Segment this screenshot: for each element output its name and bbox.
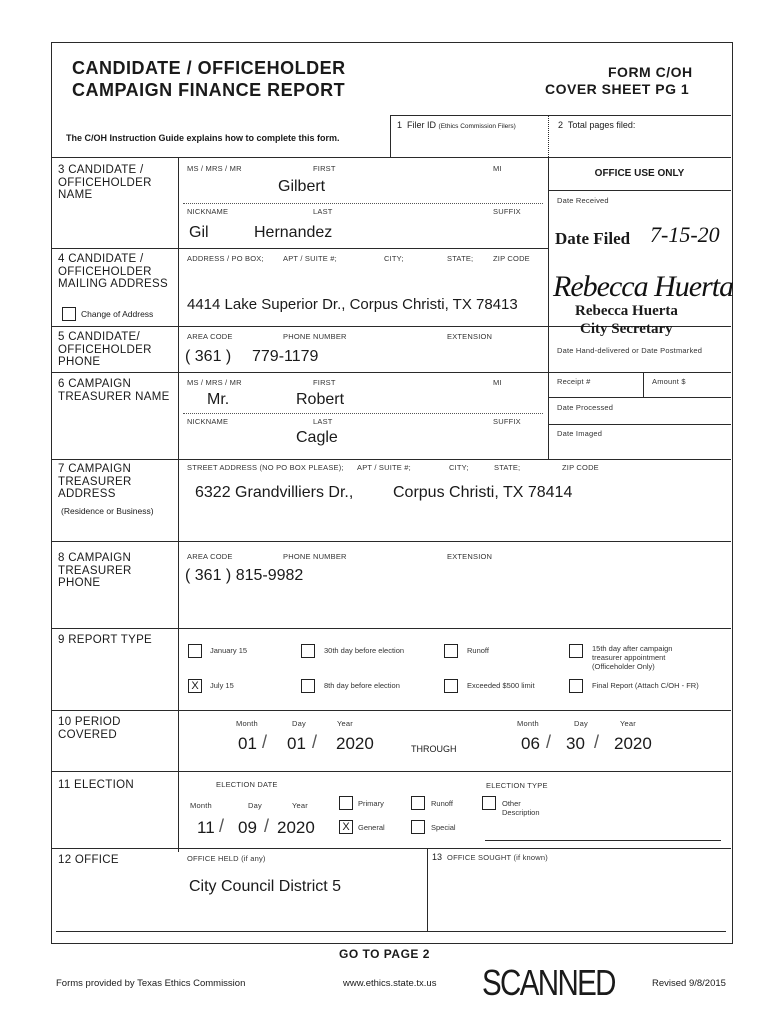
through-label: THROUGH	[411, 744, 457, 754]
period-to-month[interactable]: 06	[521, 734, 540, 753]
general-label: General	[358, 823, 385, 832]
stamp-name: Rebecca Huerta	[575, 303, 678, 319]
sec7-label: 7 CAMPAIGN TREASURER ADDRESS	[58, 463, 132, 500]
sec5-label: 5 CANDIDATE/ OFFICEHOLDER PHONE	[58, 331, 152, 368]
date-separator: /	[312, 732, 318, 752]
sec9-label: 9 REPORT TYPE	[58, 634, 153, 646]
day8-checkbox[interactable]	[301, 679, 315, 693]
change-of-address-label: Change of Address	[81, 309, 154, 319]
label-election-date: ELECTION DATE	[216, 780, 278, 789]
sec11-label: 11 ELECTION	[58, 779, 134, 791]
exceeded-label: Exceeded $500 limit	[467, 681, 535, 690]
treasurer-street[interactable]: 6322 Grandvilliers Dr.,	[195, 484, 354, 501]
label-date-hand-delivered: Date Hand-delivered or Date Postmarked	[557, 346, 703, 355]
candidate-nickname[interactable]: Gil	[189, 224, 209, 241]
label-zip: ZIP CODE	[562, 463, 599, 472]
period-from-year[interactable]: 2020	[336, 734, 374, 753]
candidate-first-name[interactable]: Gilbert	[278, 178, 326, 195]
label-day: Day	[248, 801, 262, 810]
stamp-title: City Secretary	[580, 321, 673, 337]
instruction-text: The C/OH Instruction Guide explains how to complete this form.	[66, 133, 340, 143]
sec4-label: 4 CANDIDATE / OFFICEHOLDER MAILING ADDRESS	[58, 253, 168, 290]
sec8-label: 8 CAMPAIGN TREASURER PHONE	[58, 552, 132, 589]
sec7-sub: (Residence or Business)	[61, 506, 154, 516]
office-held[interactable]: City Council District 5	[189, 878, 342, 895]
date-separator: /	[264, 816, 270, 836]
day8-label: 8th day before election	[324, 681, 400, 690]
day30-checkbox[interactable]	[301, 644, 315, 658]
final-report-label: Final Report (Attach C/OH - FR)	[592, 681, 699, 690]
label-nickname: NICKNAME	[187, 207, 229, 216]
sec12-label: 12 OFFICE	[58, 854, 119, 866]
footer-provided: Forms provided by Texas Ethics Commission	[56, 978, 246, 989]
stamp-date-handwritten: 7-15-20	[650, 222, 720, 247]
label-date-imaged: Date Imaged	[557, 429, 603, 438]
label-date-processed: Date Processed	[557, 403, 614, 412]
label-election-type: ELECTION TYPE	[486, 781, 548, 790]
label-extension: EXTENSION	[447, 552, 493, 561]
label-first: FIRST	[313, 378, 336, 387]
label-street: STREET ADDRESS (NO PO BOX PLEASE);	[187, 463, 344, 472]
label-mi: MI	[493, 378, 502, 387]
scanned-stamp: SCANNED	[482, 962, 615, 1003]
runoff-election-label: Runoff	[431, 799, 453, 808]
form-title-line2: CAMPAIGN FINANCE REPORT	[72, 80, 346, 100]
label-day: Day	[292, 719, 306, 728]
final-report-checkbox[interactable]	[569, 679, 583, 693]
treasurer-city[interactable]: Corpus Christi, TX 78414	[393, 484, 573, 501]
candidate-last-name[interactable]: Hernandez	[254, 224, 333, 241]
runoff-election-checkbox[interactable]	[411, 796, 425, 810]
runoff-label: Runoff	[467, 646, 489, 655]
label-state: STATE;	[494, 463, 521, 472]
label-month: Month	[517, 719, 539, 728]
sec3-label: 3 CANDIDATE / OFFICEHOLDER NAME	[58, 164, 152, 201]
label-phone-number: PHONE NUMBER	[283, 552, 347, 561]
handwritten-signature: Rebecca Huerta	[553, 270, 734, 303]
candidate-phone[interactable]: 779-1179	[252, 348, 319, 365]
day15-label: 15th day after campaign treasurer appointment (Officeholder Only)	[592, 644, 673, 671]
other-checkbox[interactable]	[482, 796, 496, 810]
period-from-day[interactable]: 01	[287, 734, 306, 753]
label-area-code: AREA CODE	[187, 552, 233, 561]
general-checkbox[interactable]: X	[339, 820, 353, 834]
jul15-checkbox[interactable]: X	[188, 679, 202, 693]
jan15-label: January 15	[210, 646, 248, 655]
day15-checkbox[interactable]	[569, 644, 583, 658]
date-separator: /	[262, 732, 268, 752]
filer-id-label: 1 Filer ID (Ethics Commission Filers)	[397, 120, 516, 130]
runoff-checkbox[interactable]	[444, 644, 458, 658]
label-year: Year	[620, 719, 636, 728]
date-separator: /	[594, 732, 600, 752]
candidate-area-code[interactable]: ( 361 )	[185, 348, 232, 365]
label-amount: Amount $	[652, 377, 686, 386]
office-use-title: OFFICE USE ONLY	[594, 168, 685, 179]
label-year: Year	[337, 719, 353, 728]
label-suffix: SUFFIX	[493, 417, 521, 426]
label-zip: ZIP CODE	[493, 254, 530, 263]
office-sought-label: 13 OFFICE SOUGHT (if known)	[432, 852, 548, 862]
date-separator: /	[546, 732, 552, 752]
label-mi: MI	[493, 164, 502, 173]
date-separator: /	[219, 816, 225, 836]
day30-label: 30th day before election	[324, 646, 405, 655]
label-receipt: Receipt #	[557, 377, 591, 386]
candidate-mailing-address[interactable]: 4414 Lake Superior Dr., Corpus Christi, TX 78413	[187, 296, 518, 313]
office-use-box	[548, 162, 731, 184]
period-to-day[interactable]: 30	[566, 734, 585, 753]
label-ms: MS / MRS / MR	[187, 164, 242, 173]
election-year[interactable]: 2020	[277, 818, 315, 837]
label-city: CITY;	[384, 254, 404, 263]
label-extension: EXTENSION	[447, 332, 493, 341]
form-id: FORM C/OH	[608, 64, 693, 80]
period-from-month[interactable]: 01	[238, 734, 257, 753]
primary-checkbox[interactable]	[339, 796, 353, 810]
treasurer-phone[interactable]: ( 361 ) 815-9982	[185, 567, 304, 584]
change-of-address-checkbox[interactable]	[62, 307, 76, 321]
other-label: Other Description	[502, 799, 540, 817]
label-first: FIRST	[313, 164, 336, 173]
label-nickname: NICKNAME	[187, 417, 229, 426]
label-date-received: Date Received	[557, 196, 609, 205]
election-month[interactable]: 11	[197, 818, 215, 837]
footer-revised: Revised 9/8/2015	[652, 978, 726, 989]
label-city: CITY;	[449, 463, 469, 472]
label-ms: MS / MRS / MR	[187, 378, 242, 387]
jul15-label: July 15	[210, 681, 234, 690]
sec10-label: 10 PERIOD COVERED	[58, 716, 121, 741]
label-area-code: AREA CODE	[187, 332, 233, 341]
label-year: Year	[292, 801, 308, 810]
cover-sheet-label: COVER SHEET PG 1	[545, 81, 690, 97]
sec6-label: 6 CAMPAIGN TREASURER NAME	[58, 378, 170, 403]
label-month: Month	[236, 719, 258, 728]
label-suffix: SUFFIX	[493, 207, 521, 216]
label-last: LAST	[313, 207, 333, 216]
label-day: Day	[574, 719, 588, 728]
label-apt: APT / SUITE #;	[357, 463, 411, 472]
primary-label: Primary	[358, 799, 384, 808]
jan15-checkbox[interactable]	[188, 644, 202, 658]
go-to-page-2: GO TO PAGE 2	[339, 947, 430, 961]
treasurer-last-name[interactable]: Cagle	[296, 429, 338, 446]
label-phone-number: PHONE NUMBER	[283, 332, 347, 341]
total-pages-label: 2 Total pages filed:	[558, 120, 636, 130]
period-to-year[interactable]: 2020	[614, 734, 652, 753]
stamp-date-filed: Date Filed	[555, 229, 631, 248]
label-address: ADDRESS / PO BOX;	[187, 254, 264, 263]
label-office-held: OFFICE HELD (if any)	[187, 854, 266, 863]
election-day[interactable]: 09	[238, 818, 257, 837]
label-month: Month	[190, 801, 212, 810]
form-title-line1: CANDIDATE / OFFICEHOLDER	[72, 58, 346, 78]
treasurer-title[interactable]: Mr.	[207, 391, 230, 408]
footer-url: www.ethics.state.tx.us	[343, 978, 437, 989]
special-checkbox[interactable]	[411, 820, 425, 834]
exceeded-checkbox[interactable]	[444, 679, 458, 693]
label-last: LAST	[313, 417, 333, 426]
label-state: STATE;	[447, 254, 474, 263]
label-apt: APT / SUITE #;	[283, 254, 337, 263]
special-label: Special	[431, 823, 456, 832]
treasurer-first-name[interactable]: Robert	[296, 391, 345, 408]
